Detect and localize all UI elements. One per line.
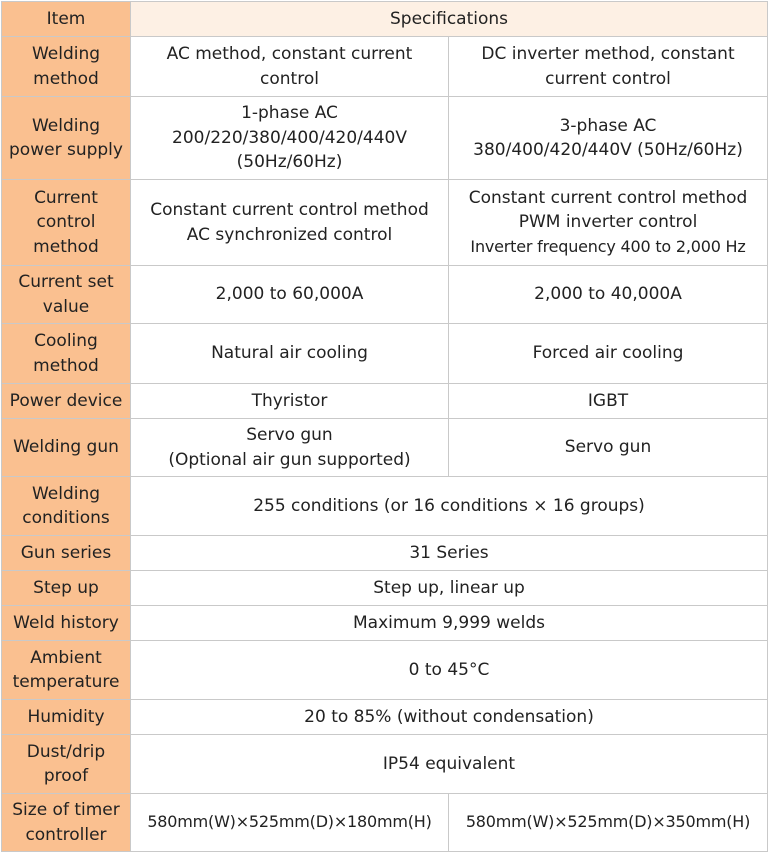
row-label: Ambient temperature [2,641,131,700]
dc-value: 580mm(W)×525mm(D)×350mm(H) [449,794,768,852]
common-value: Maximum 9,999 welds [131,606,768,641]
row-power-supply [2,97,768,180]
row-weld-history [2,606,768,641]
common-value: 255 conditions (or 16 conditions × 16 groups) [131,477,768,536]
row-timer-size [2,794,768,852]
row-label: Welding power supply [2,97,131,180]
ac-value: AC method, constant current control [131,37,449,97]
header-item: Item [2,2,131,37]
row-ambient-temperature [2,641,768,700]
row-label: Dust/drip proof [2,735,131,794]
row-label: Size of timer controller [2,794,131,852]
row-label: Welding method [2,37,131,97]
ac-value: Servo gun (Optional air gun supported) [131,419,449,477]
row-label: Weld history [2,606,131,641]
common-value: Step up, linear up [131,571,768,606]
row-label: Power device [2,384,131,419]
header-specifications: Specifications [131,2,768,37]
specifications-table [1,1,768,852]
row-gun-series [2,536,768,571]
row-label: Current set value [2,266,131,324]
common-value: IP54 equivalent [131,735,768,794]
row-dust-drip-proof [2,735,768,794]
ac-value: Constant current control method AC synchronized control [131,180,449,266]
dc-value: 2,000 to 40,000A [449,266,768,324]
row-current-set [2,266,768,324]
ac-value: 2,000 to 60,000A [131,266,449,324]
row-step-up [2,571,768,606]
common-value: 0 to 45°C [131,641,768,700]
row-welding-method [2,37,768,97]
row-label: Welding conditions [2,477,131,536]
dc-value: Servo gun [449,419,768,477]
row-label: Cooling method [2,324,131,384]
row-label: Current control method [2,180,131,266]
common-value: 20 to 85% (without condensation) [131,700,768,735]
row-welding-conditions [2,477,768,536]
row-label: Welding gun [2,419,131,477]
row-label: Humidity [2,700,131,735]
row-cooling [2,324,768,384]
ac-value: 1-phase AC 200/220/380/400/420/440V (50Hz/60Hz) [131,97,449,180]
dc-value: Constant current control method PWM inverter control Inverter frequency 400 to 2,000 Hz [449,180,768,266]
ac-value: Thyristor [131,384,449,419]
row-welding-gun [2,419,768,477]
row-humidity [2,700,768,735]
dc-value: DC inverter method, constant current control [449,37,768,97]
row-label: Step up [2,571,131,606]
row-label: Gun series [2,536,131,571]
header-row [2,2,768,37]
common-value: 31 Series [131,536,768,571]
dc-value: IGBT [449,384,768,419]
dc-value: 3-phase AC 380/400/420/440V (50Hz/60Hz) [449,97,768,180]
row-current-control [2,180,768,266]
ac-value: Natural air cooling [131,324,449,384]
dc-value: Forced air cooling [449,324,768,384]
row-power-device [2,384,768,419]
ac-value: 580mm(W)×525mm(D)×180mm(H) [131,794,449,852]
